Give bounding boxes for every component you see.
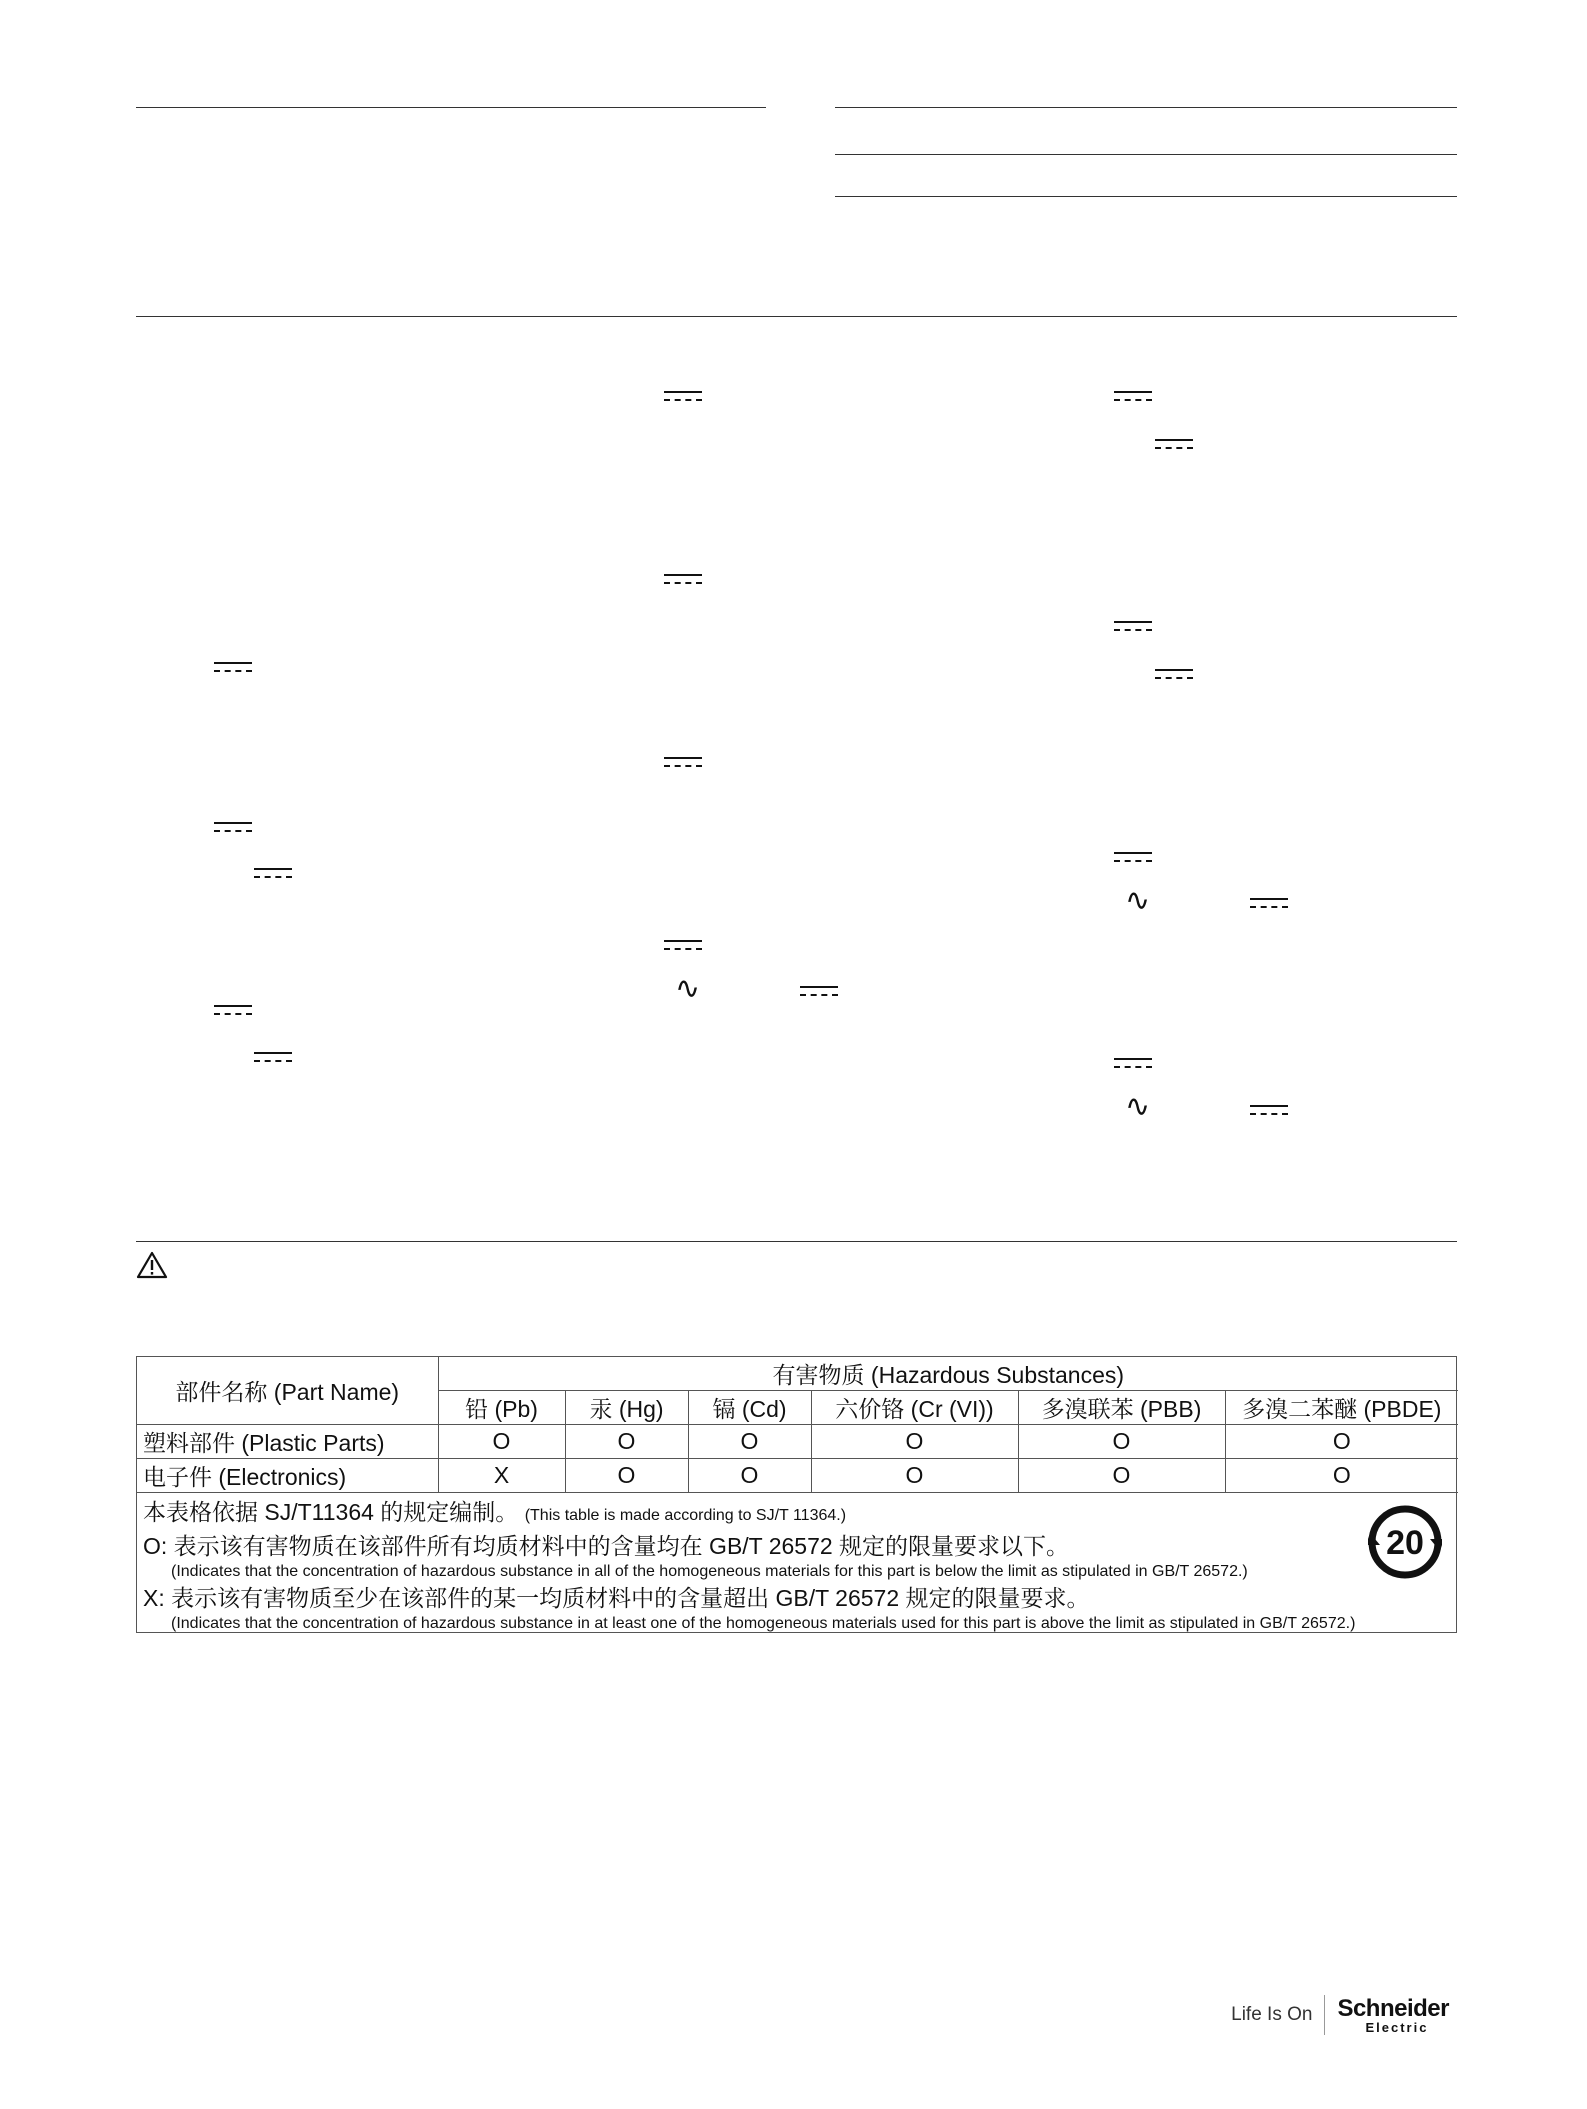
brand-name: Schneider bbox=[1337, 1994, 1449, 2022]
substance-header: 汞 (Hg) bbox=[565, 1391, 688, 1425]
substance-value-cell: O bbox=[1225, 1425, 1458, 1459]
top-right-rule-1 bbox=[835, 107, 1457, 108]
top-right-rule-2 bbox=[835, 154, 1457, 155]
dc-symbol-icon bbox=[1155, 669, 1193, 680]
substance-value-cell: O bbox=[811, 1459, 1018, 1493]
brand-divider bbox=[1324, 1995, 1325, 2035]
rohs-table bbox=[136, 1356, 1457, 1633]
warning-rule bbox=[136, 1241, 1457, 1242]
substance-header: 六价铬 (Cr (VI)) bbox=[811, 1391, 1018, 1425]
substance-value-cell: O bbox=[565, 1459, 688, 1493]
note-x-english: (Indicates that the concentration of hazardous substance in at least one of the homogeneous materials used for this part is above the limit as stipulated in GB/T 26572.) bbox=[171, 1615, 1356, 1632]
part-name-cell: 电子件 (Electronics) bbox=[137, 1459, 438, 1493]
substance-header: 铅 (Pb) bbox=[438, 1391, 565, 1425]
part-name-cell: 塑料部件 (Plastic Parts) bbox=[137, 1425, 438, 1459]
dc-symbol-icon bbox=[214, 822, 252, 833]
dc-symbol-icon bbox=[664, 574, 702, 585]
life-is-on-tagline: Life Is On bbox=[1231, 2004, 1313, 2025]
substance-value-cell: O bbox=[438, 1425, 565, 1459]
dc-symbol-icon bbox=[1114, 1058, 1152, 1069]
dc-symbol-icon bbox=[664, 940, 702, 951]
hazardous-substances-table bbox=[137, 1357, 1458, 1493]
table-row bbox=[137, 1425, 1458, 1459]
table-notes bbox=[137, 1493, 1456, 1635]
dc-symbol-icon bbox=[1114, 852, 1152, 863]
substance-value-cell: X bbox=[438, 1459, 565, 1493]
note-basis-english: (This table is made according to SJ/T 11364.) bbox=[524, 1507, 847, 1524]
substance-value-cell: O bbox=[688, 1425, 811, 1459]
part-name-header: 部件名称 (Part Name) bbox=[137, 1357, 438, 1425]
warning-icon bbox=[136, 1251, 168, 1279]
substance-value-cell: O bbox=[1225, 1459, 1458, 1493]
brand-sub: Electric bbox=[1365, 2019, 1429, 2035]
note-basis-text: 本表格依据 SJ/T11364 的规定编制。 bbox=[143, 1499, 519, 1525]
substance-value-cell: O bbox=[811, 1425, 1018, 1459]
footer-brand bbox=[1231, 1993, 1449, 2037]
dc-symbol-icon bbox=[1114, 391, 1152, 402]
dc-symbol-icon bbox=[800, 986, 838, 997]
ac-symbol-icon: ∿ bbox=[1125, 883, 1151, 918]
note-o: O: 表示该有害物质在该部件所有均质材料中的含量均在 GB/T 26572 规定的限量要求以下。 bbox=[143, 1533, 1070, 1559]
substance-header: 镉 (Cd) bbox=[688, 1391, 811, 1425]
table-row bbox=[137, 1459, 1458, 1493]
note-basis bbox=[143, 1497, 1456, 1531]
dc-symbol-icon bbox=[214, 1005, 252, 1016]
dc-symbol-icon bbox=[664, 757, 702, 768]
top-right-rule-3 bbox=[835, 196, 1457, 197]
hazardous-substances-header: 有害物质 (Hazardous Substances) bbox=[438, 1357, 1458, 1391]
note-o-english: (Indicates that the concentration of hazardous substance in all of the homogeneous materials for this part is below the limit as stipulated in GB/T 26572.) bbox=[171, 1563, 1248, 1580]
substance-value-cell: O bbox=[565, 1425, 688, 1459]
efup-20-badge-icon bbox=[1368, 1505, 1442, 1579]
efup-badge-label: 20 bbox=[1386, 1524, 1424, 1562]
note-x: X: 表示该有害物质至少在该部件的某一均质材料中的含量超出 GB/T 26572 规定的限量要求。 bbox=[143, 1585, 1090, 1611]
top-left-rule bbox=[136, 107, 766, 108]
dc-symbol-icon bbox=[254, 1052, 292, 1063]
dc-symbol-icon bbox=[1250, 1105, 1288, 1116]
dc-symbol-icon bbox=[1155, 439, 1193, 450]
dc-symbol-icon bbox=[214, 662, 252, 673]
ac-symbol-icon: ∿ bbox=[675, 971, 701, 1006]
dc-symbol-icon bbox=[664, 391, 702, 402]
substance-header: 多溴联苯 (PBB) bbox=[1018, 1391, 1225, 1425]
substance-value-cell: O bbox=[1018, 1425, 1225, 1459]
dc-symbol-icon bbox=[1250, 898, 1288, 909]
dc-symbol-icon bbox=[1114, 621, 1152, 632]
substance-value-cell: O bbox=[1018, 1459, 1225, 1493]
section-rule bbox=[136, 316, 1457, 317]
schneider-electric-logo bbox=[1337, 1994, 1449, 2035]
substance-header: 多溴二苯醚 (PBDE) bbox=[1225, 1391, 1458, 1425]
ac-symbol-icon: ∿ bbox=[1125, 1089, 1151, 1124]
substance-value-cell: O bbox=[688, 1459, 811, 1493]
dc-symbol-icon bbox=[254, 868, 292, 879]
